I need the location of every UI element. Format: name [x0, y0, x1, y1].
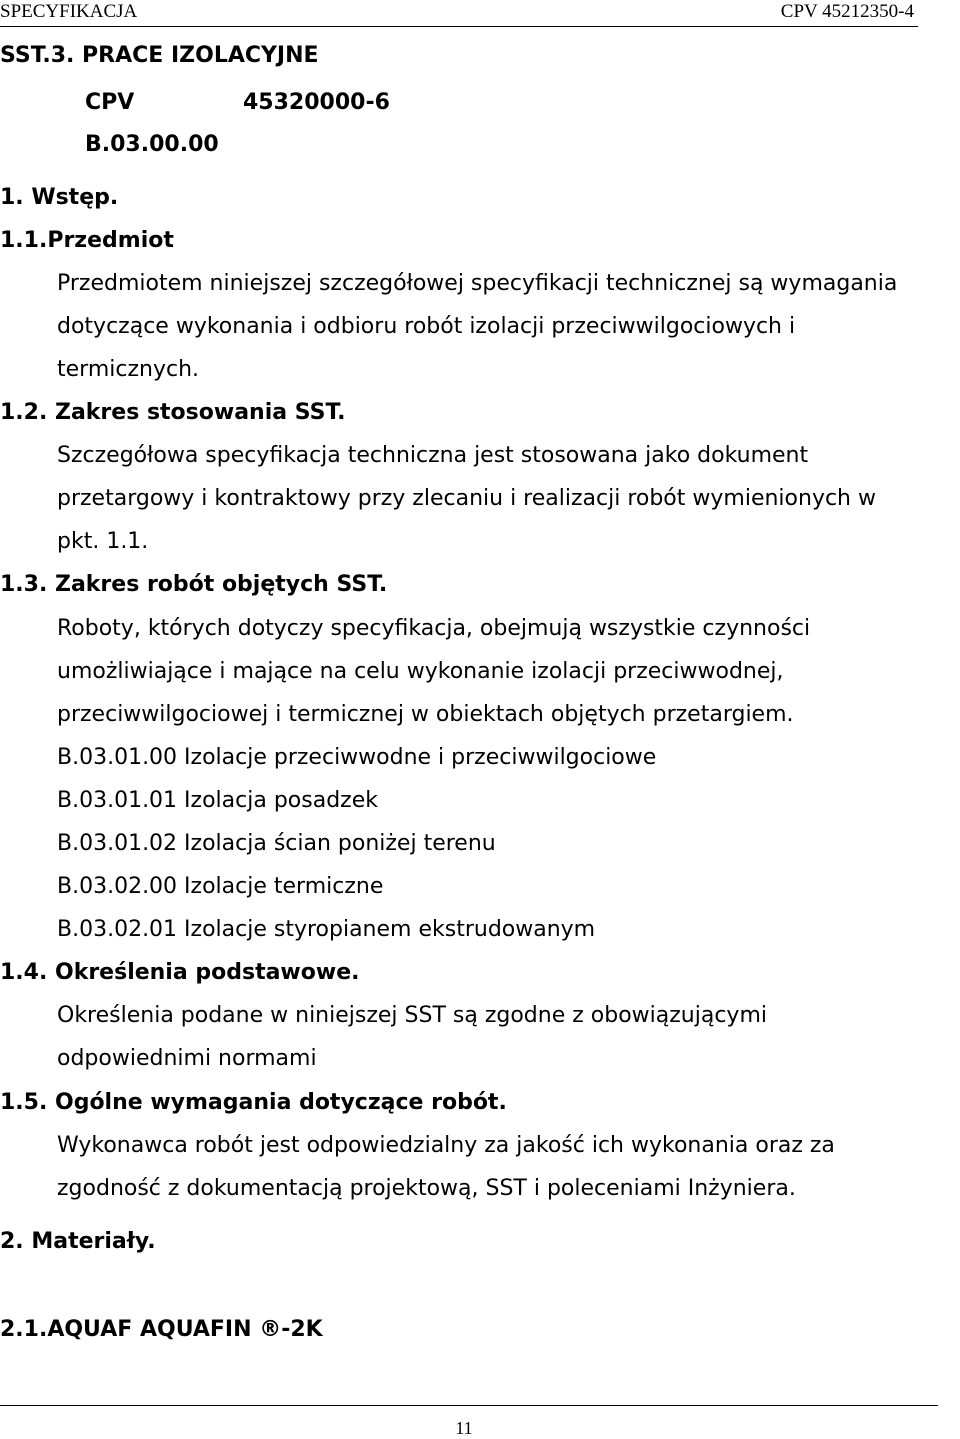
- paragraph-line: umożliwiające i mające na celu wykonanie izolacji przeciwwodnej,: [57, 659, 784, 684]
- heading-1-1: 1.1.Przedmiot: [0, 228, 174, 253]
- cpv-label: CPV: [85, 90, 135, 115]
- paragraph-line: dotyczące wykonania i odbioru robót izolacji przeciwwilgociowych i: [57, 314, 796, 339]
- paragraph-line: Szczegółowa specyfikacja techniczna jest stosowana jako dokument: [57, 443, 809, 468]
- list-item: B.03.02.01 Izolacje styropianem ekstrudowanym: [57, 917, 596, 942]
- footer-divider: [0, 1405, 938, 1406]
- paragraph-line: Wykonawca robót jest odpowiedzialny za jakość ich wykonania oraz za: [57, 1133, 835, 1158]
- header-left: SPECYFIKACJA: [0, 1, 138, 22]
- paragraph-line: zgodność z dokumentacją projektową, SST i poleceniami Inżyniera.: [57, 1176, 796, 1201]
- paragraph-line: odpowiednimi normami: [57, 1046, 317, 1071]
- paragraph-line: Przedmiotem niniejszej szczegółowej specyfikacji technicznej są wymagania: [57, 271, 898, 296]
- paragraph-line: Roboty, których dotyczy specyfikacja, obejmują wszystkie czynności: [57, 616, 811, 641]
- paragraph-line: termicznych.: [57, 357, 200, 382]
- heading-1-3: 1.3. Zakres robót objętych SST.: [0, 572, 388, 597]
- paragraph-line: przeciwwilgociowej i termicznej w obiektach objętych przetargiem.: [57, 702, 794, 727]
- heading-2: 2. Materiały.: [0, 1229, 156, 1254]
- heading-1-4: 1.4. Określenia podstawowe.: [0, 960, 360, 985]
- heading-1-2: 1.2. Zakres stosowania SST.: [0, 400, 346, 425]
- header-right: CPV 45212350-4: [780, 1, 914, 22]
- header-divider: [0, 26, 918, 27]
- paragraph-line: przetargowy i kontraktowy przy zlecaniu i realizacji robót wymienionych w: [57, 486, 876, 511]
- heading-2-1: 2.1.AQUAF AQUAFIN ®-2K: [0, 1317, 323, 1342]
- heading-1: 1. Wstęp.: [0, 185, 119, 210]
- paragraph-line: pkt. 1.1.: [57, 529, 149, 554]
- list-item: B.03.02.00 Izolacje termiczne: [57, 874, 384, 899]
- paragraph-line: Określenia podane w niniejszej SST są zgodne z obowiązującymi: [57, 1003, 767, 1028]
- list-item: B.03.01.00 Izolacje przeciwwodne i przeciwwilgociowe: [57, 745, 657, 770]
- section-title: SST.3. PRACE IZOLACYJNE: [0, 43, 319, 68]
- list-item: B.03.01.02 Izolacja ścian poniżej terenu: [57, 831, 496, 856]
- section-code: B.03.00.00: [85, 132, 219, 157]
- page-number: 11: [455, 1418, 473, 1438]
- heading-1-5: 1.5. Ogólne wymagania dotyczące robót.: [0, 1090, 507, 1115]
- cpv-code: 45320000-6: [243, 90, 390, 115]
- list-item: B.03.01.01 Izolacja posadzek: [57, 788, 378, 813]
